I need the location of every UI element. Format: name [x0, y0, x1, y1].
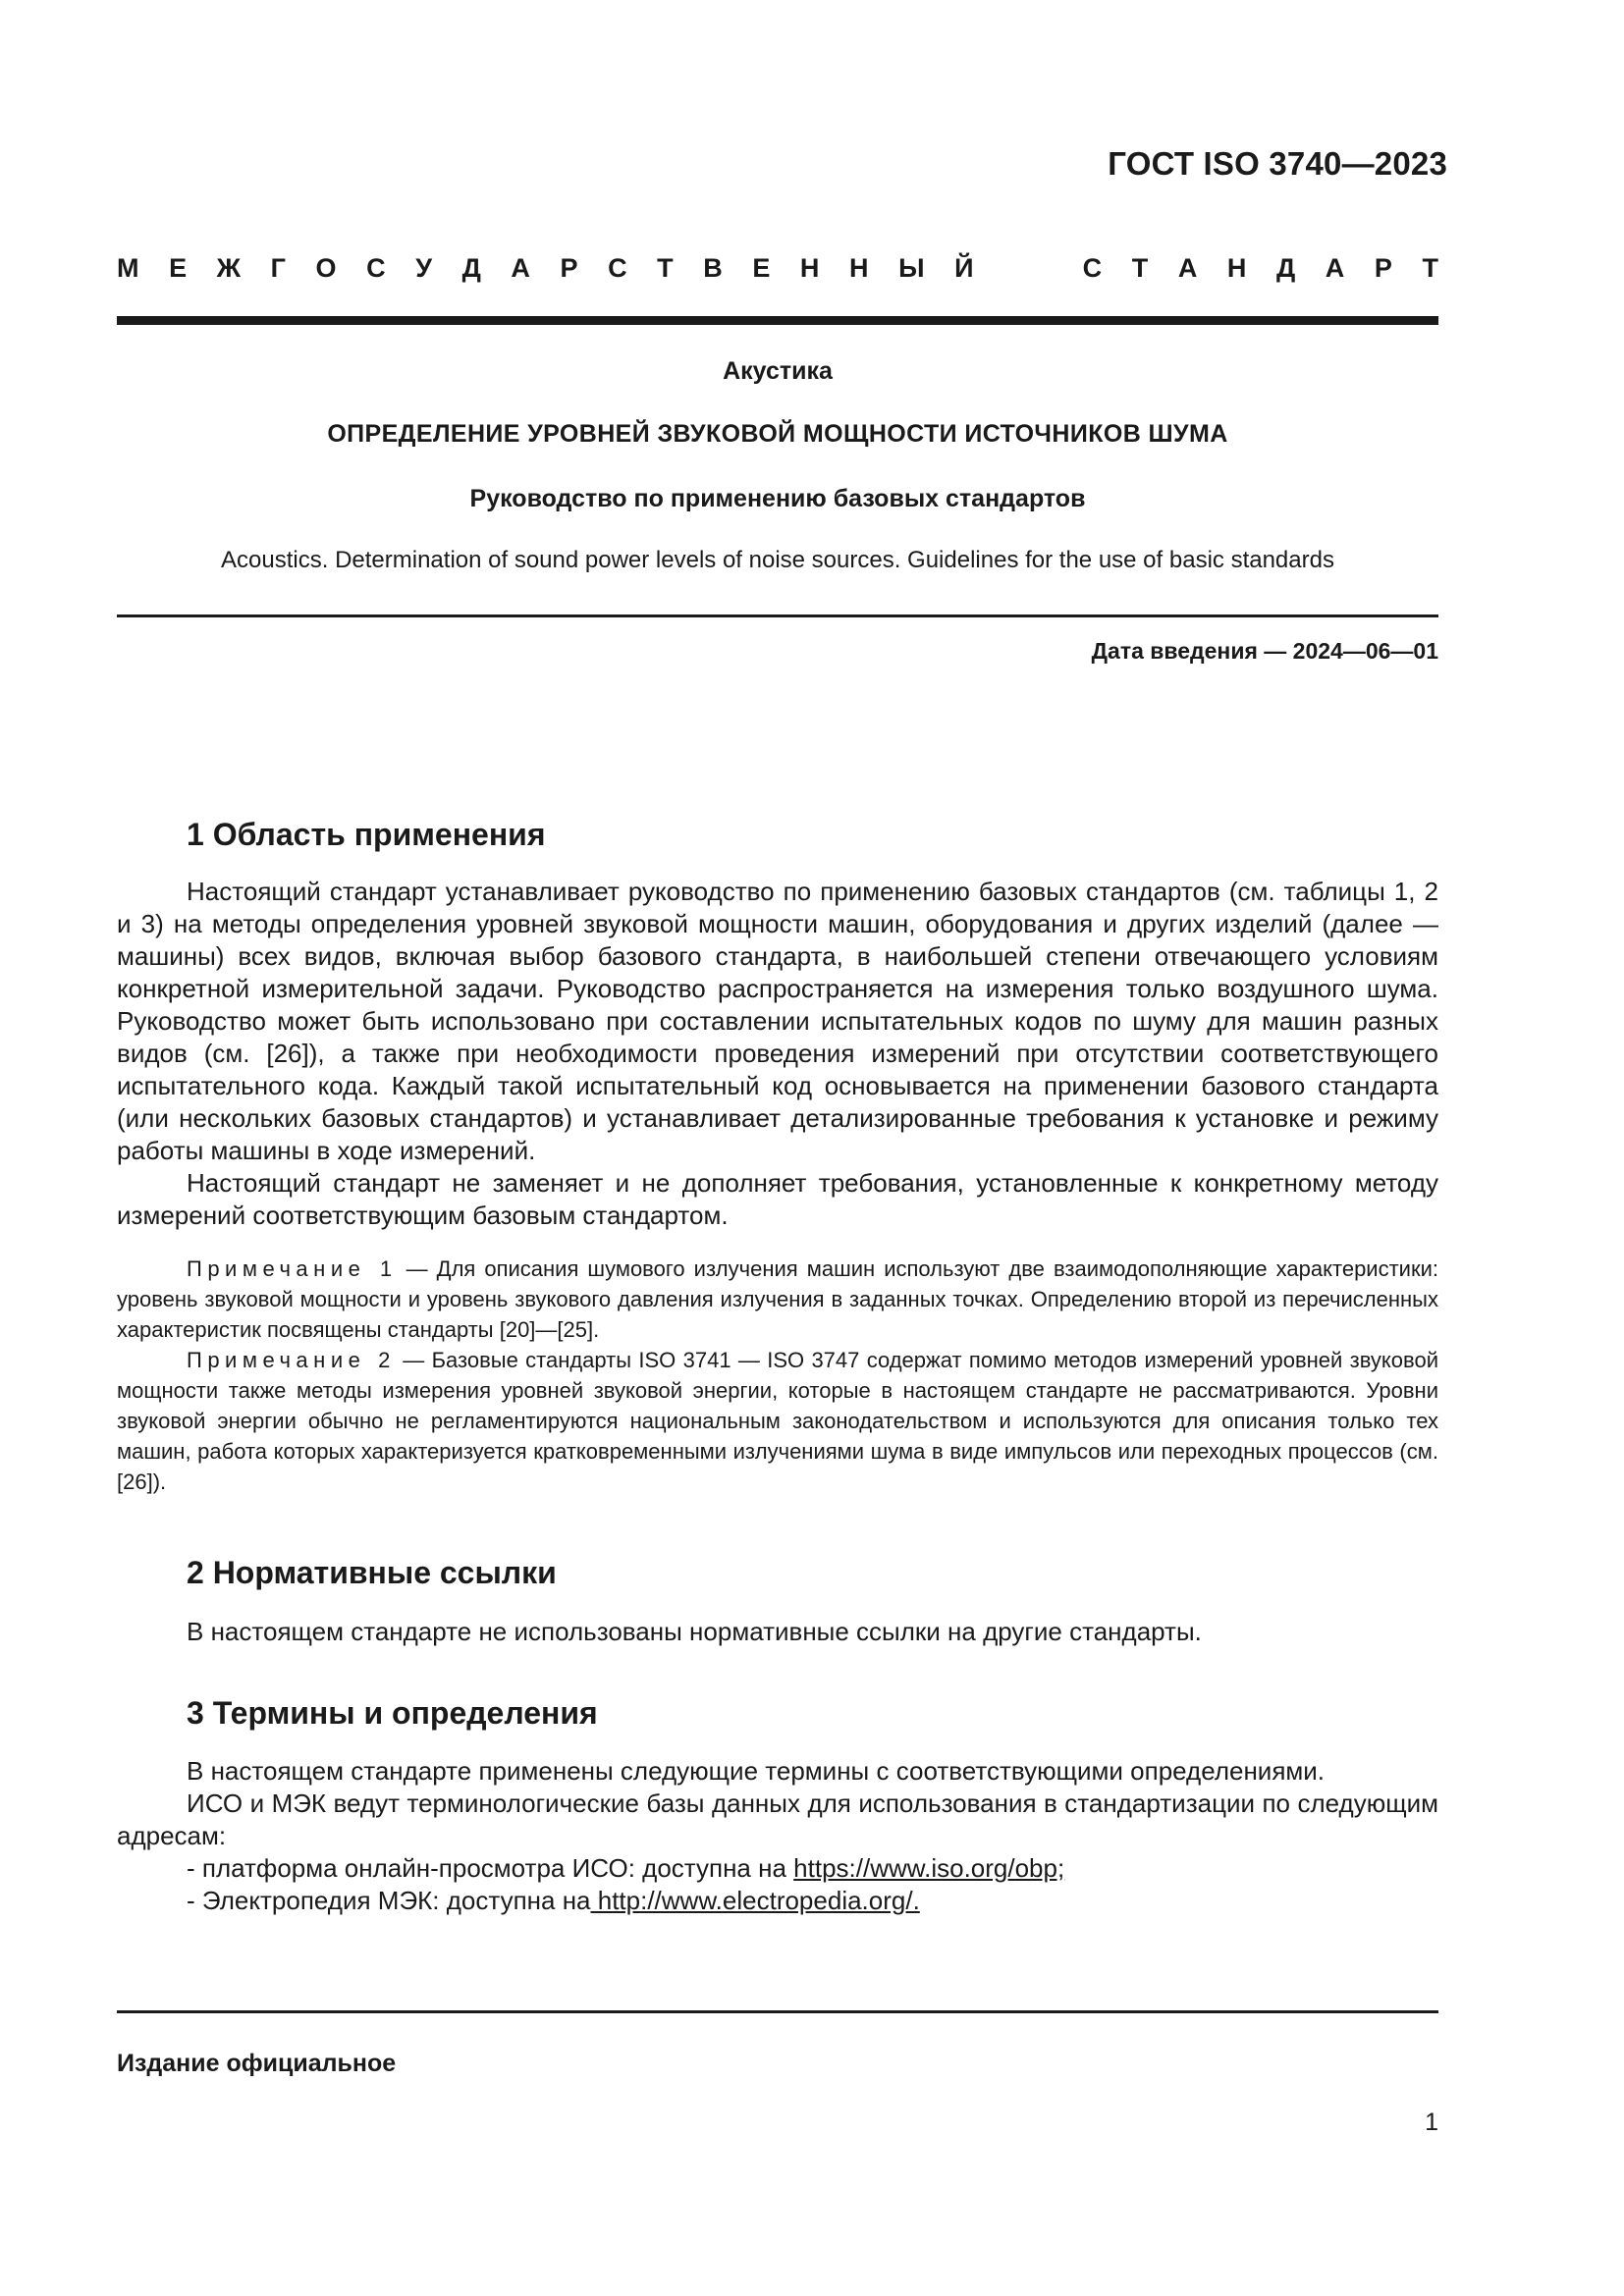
- termbase-list: [187, 1852, 1064, 1917]
- banner-letter: Т: [657, 253, 674, 283]
- section-1-body: [117, 876, 1438, 1232]
- banner-letter: Г: [270, 253, 286, 283]
- banner-letter: Р: [1374, 253, 1392, 283]
- banner-letter: Ж: [216, 253, 242, 283]
- introduction-date: Дата введения — 2024—06—01: [1091, 638, 1438, 664]
- banner-letter: С: [1082, 253, 1103, 283]
- note-2-text: — Базовые стандарты ISO 3741 — ISO 3747 содержат помимо методов измерений уровней звуковой мощности также методы измерения уровней звуковой энергии, которые в настоящем стандарте не рассматриваются. Уровни звуковой энергии обычно не регламентируются национальным законодательством и используются для описания только тех машин, работа которых характеризуется кратковременными излучениями шума в виде импульсов или переходных процессов (см. [26]).: [117, 1348, 1438, 1494]
- official-edition-label: Издание официальное: [117, 2050, 397, 2077]
- banner-letter: Т: [1422, 253, 1438, 283]
- section-2-heading: 2 Нормативные ссылки: [187, 1555, 557, 1590]
- section-2-body: [187, 1616, 1438, 1648]
- banner-word-gap: [1003, 253, 1053, 284]
- document-subtitle: Руководство по применению базовых стандартов: [469, 485, 1086, 512]
- banner-letter: Н: [849, 253, 869, 283]
- document-title: ОПРЕДЕЛЕНИЕ УРОВНЕЙ ЗВУКОВОЙ МОЩНОСТИ ИСТОЧНИКОВ ШУМА: [327, 420, 1228, 448]
- banner-letter: В: [703, 253, 723, 283]
- banner-letter: Й: [954, 253, 974, 283]
- iso-obp-link[interactable]: https://www.iso.org/obp;: [793, 1853, 1065, 1883]
- banner-letter: А: [511, 253, 530, 283]
- list-item-iec-text: - Электропедия МЭК: доступна на: [187, 1886, 591, 1915]
- header-divider-thick: [117, 316, 1438, 325]
- note-1-text: — Для описания шумового излучения машин используют две взаимодополняющие характеристики: уровень звуковой мощности и уровень звукового давления излучения в заданных точках. Определению второй из перечисленных характеристик посвящены стандарты [20]—[25].: [117, 1256, 1438, 1342]
- banner-letter: С: [608, 253, 627, 283]
- banner-letter: Д: [461, 253, 481, 283]
- section-3-body: [117, 1755, 1438, 1852]
- note-1: [117, 1254, 1438, 1345]
- section-1-paragraph-1: Настоящий стандарт устанавливает руководство по применению базовых стандартов (см. таблицы 1, 2 и 3) на методы определения уровней звуковой мощности машин, оборудования и других изделий (далее — машины) всех видов, включая выбор базового стандарта, в наибольшей степени отвечающего условиям конкретной измерительной задачи. Руководство распространяется на измерения только воздушного шума. Руководство может быть использовано при составлении испытательных кодов по шуму для машин разных видов (см. [26]), а также при необходимости проведения измерений при отсутствии соответствующего испытательного кода. Каждый такой испытательный код основывается на применении базового стандарта (или нескольких базовых стандартов) и устанавливает детализированные требования к установке и режиму работы машины в ходе измерений.: [117, 877, 1438, 1165]
- banner-letter: Р: [560, 253, 578, 283]
- banner-letter: Н: [799, 253, 820, 283]
- banner-letter: Е: [169, 253, 188, 283]
- field-label: Акустика: [723, 357, 833, 385]
- list-item-iec: [187, 1885, 1064, 1917]
- note-1-label: Примечание 1: [187, 1256, 398, 1281]
- electropedia-link[interactable]: http://www.electropedia.org/.: [590, 1886, 920, 1915]
- section-1-paragraph-2: Настоящий стандарт не заменяет и не дополняет требования, установленные к конкретному методу измерений соответствующим базовым стандартом.: [117, 1168, 1438, 1230]
- banner-letter: А: [1325, 253, 1345, 283]
- banner-letter: А: [1177, 253, 1198, 283]
- section-1-notes: [117, 1254, 1438, 1497]
- banner-letter: Ы: [898, 253, 925, 283]
- banner-letter: Д: [1275, 253, 1296, 283]
- section-3-heading: 3 Термины и определения: [187, 1695, 598, 1731]
- footer-divider: [117, 2010, 1438, 2013]
- document-code: ГОСТ ISO 3740—2023: [1108, 145, 1447, 182]
- title-divider: [117, 614, 1438, 617]
- note-2-label: Примечание 2: [187, 1348, 396, 1372]
- banner-letter: С: [366, 253, 386, 283]
- page-number: 1: [1425, 2109, 1438, 2136]
- list-item-iso-text: - платформа онлайн-просмотра ИСО: доступна на: [187, 1853, 794, 1883]
- banner-letter: Н: [1226, 253, 1247, 283]
- banner-letter: У: [415, 253, 433, 283]
- banner-letter: Е: [752, 253, 771, 283]
- interstate-standard-banner: [117, 253, 1438, 284]
- section-3-paragraph-2: ИСО и МЭК ведут терминологические базы данных для использования в стандартизации по следующим адресам:: [117, 1789, 1438, 1850]
- section-2-paragraph: В настоящем стандарте не использованы нормативные ссылки на другие стандарты.: [187, 1617, 1202, 1646]
- section-1-heading: 1 Область применения: [187, 817, 546, 852]
- banner-letter: О: [315, 253, 337, 283]
- list-item-iso: [187, 1852, 1064, 1885]
- banner-letter: М: [117, 253, 139, 283]
- note-2: [117, 1345, 1438, 1497]
- section-3-paragraph-1: В настоящем стандарте применены следующие термины с соответствующими определениями.: [187, 1756, 1326, 1786]
- banner-letter: Т: [1131, 253, 1149, 283]
- english-title: Acoustics. Determination of sound power levels of noise sources. Guidelines for the use of basic standards: [221, 547, 1334, 573]
